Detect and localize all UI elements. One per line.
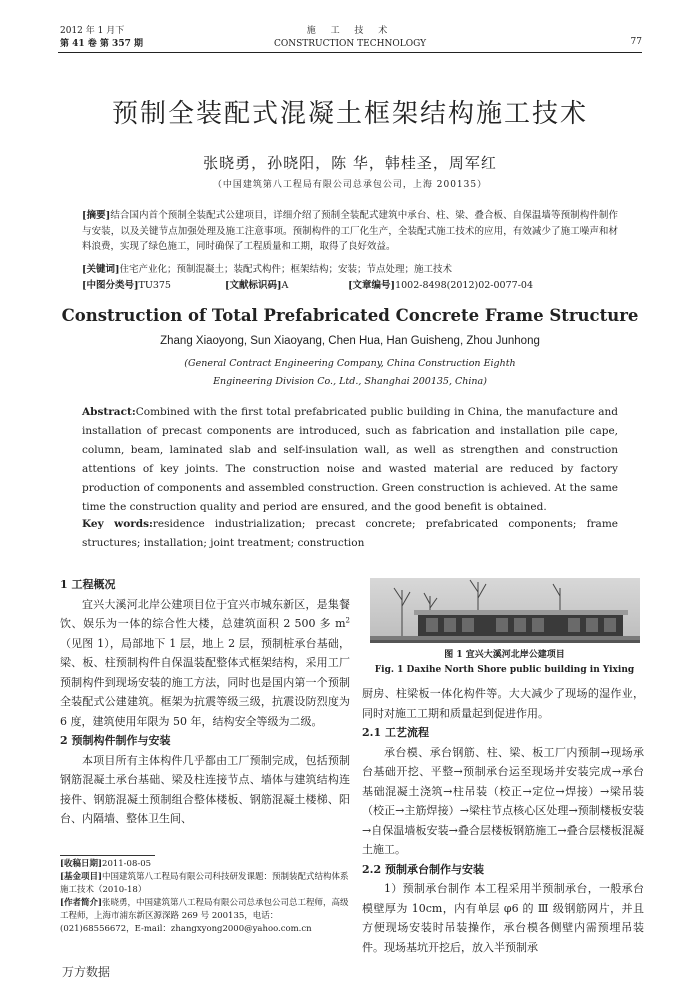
- abstract-en-text: Combined with the first total prefabricated public building in China, the manufacture and installation of precast components are introduced, such as fabrication and installation pile cape, column, beam, laminated slab and self-insulation wall, as well as strengthen and construction attentions of key joints. The construction noise and wasted material are reduced by factory production of components and assembled construction. Green construction is achieved. At the same time the construction quality and period are ensured, and the good benefit is obtained.: [82, 406, 618, 513]
- affiliation-cn: （中国建筑第八工程局有限公司总承包公司，上海 200135）: [212, 180, 488, 190]
- area-unit-superscript: 2: [345, 616, 350, 625]
- header-rule: [58, 52, 642, 53]
- abstract-en-label: Abstract:: [82, 406, 136, 418]
- section-2-1-paragraph: 承台模、承台钢筋、柱、梁、板工厂内预制→现场承台基础开挖、平整→预制承台运至现场并安装完成→承台基础混凝土浇筑→柱吊装（校正→定位→焊接）→梁吊装（校正→主筋焊接）→梁柱节点核心区处理→预制楼板安装→自保温墙板安装→叠合层楼板钢筋施工→叠合层楼板混凝土施工。: [362, 745, 644, 856]
- clc-label: [中图分类号]: [82, 280, 139, 291]
- abstract-cn-label: [摘要]: [82, 210, 111, 221]
- keywords-en-text: residence industrialization; precast concrete; prefabricated components; frame structures; installation; joint treatment; construction: [82, 518, 618, 549]
- section-1-heading: 1 工程概况: [60, 578, 116, 591]
- abstract-cn-text: 结合国内首个预制全装配式公建项目，详细介绍了预制全装配式建筑中承台、柱、梁、叠合板、自保温墙等预制构件制作与安装，以及关键节点加强处理及施工注意事项。预制构件的工厂化生产，全装配式施工技术的应用，有效减少了施工噪声和材料浪费，实现了绿色施工，同时确保了工程质量和工期，取得了良好效益。: [82, 210, 618, 252]
- paper-title-cn: 预制全装配式混凝土框架结构施工技术: [111, 99, 588, 129]
- body-right-column: [362, 684, 644, 957]
- footnote-received: [60, 858, 350, 871]
- authors-en: Zhang Xiaoyong, Sun Xiaoyang, Chen Hua, Han Guisheng, Zhou Junhong: [160, 335, 540, 347]
- section-2-heading: 2 预制构件制作与安装: [60, 734, 171, 747]
- page-number: 77: [630, 37, 642, 47]
- clc-value: TU375: [138, 280, 171, 291]
- header-volume: 第 41 卷 第 357 期: [60, 39, 143, 49]
- footnote-rule: [60, 855, 155, 856]
- section-1-paragraph: [60, 595, 350, 732]
- affiliation-en: [170, 355, 530, 391]
- figure-1-photo: [370, 578, 640, 643]
- doc-code-label: [文献标识码]: [225, 280, 282, 291]
- footnote-fund: [60, 871, 350, 897]
- doc-code-value: A: [281, 280, 289, 291]
- header-date: 2012 年 1 月下: [60, 26, 125, 36]
- section-2-2-heading: 2.2 预制承台制作与安装: [362, 862, 484, 876]
- building-photo-illustration: [370, 578, 640, 643]
- body-left-column: [60, 575, 350, 829]
- authors-cn: 张晓勇，孙晓阳，陈 华，韩桂圣，周军红: [203, 154, 497, 172]
- keywords-cn-label: [关键词]: [82, 264, 120, 275]
- received-label: [收稿日期]: [60, 859, 103, 869]
- section-2-1-heading: 2.1 工艺流程: [362, 726, 429, 739]
- section-1-text-b: （见图 1），局部地下 1 层，地上 2 层，预制桩承台基础，梁、板、柱预制构件自保温装配整体式框架结构，采用工厂预制构件到现场安装的施工方法，同时也是国内第一个预制全装配式公建建筑。框架为抗震等级三级，抗震设防烈度为 6 度，建筑使用年限为 50 年，结构安全等级为二级。: [60, 636, 350, 728]
- fund-label: [基金项目]: [60, 872, 103, 882]
- footnotes: [60, 858, 350, 936]
- source-watermark: 万方数据: [62, 965, 111, 979]
- journal-name-en: CONSTRUCTION TECHNOLOGY: [273, 39, 427, 49]
- affiliation-en-line2: Engineering Division Co., Ltd., Shanghai 200135, China): [213, 376, 487, 387]
- header-journal-name: [0, 25, 700, 51]
- keywords-cn: [82, 263, 618, 277]
- author-label: [作者简介]: [60, 898, 103, 908]
- continued-paragraph: 厨房、柱梁板一体化构件等。大大减少了现场的湿作业，同时对施工工期和质量起到促进作用。: [362, 687, 644, 720]
- affiliation-en-line1: (General Contract Engineering Company, China Construction Eighth: [184, 358, 516, 369]
- article-no-value: 1002-8498(2012)02-0077-04: [395, 280, 533, 291]
- abstract-en: [82, 403, 618, 517]
- classification-line: [82, 279, 618, 293]
- keywords-en: [82, 515, 618, 553]
- author-text: 张晓勇，中国建筑第八工程局有限公司总承包公司总工程师，高级工程师，上海市浦东新区源深路 269 号 200135，电话：(021)68556672，E-mail：zhangxyong2000@yahoo.com.cn: [60, 898, 349, 934]
- figure-1-caption-en: Fig. 1 Daxihe North Shore public building in Yixing: [374, 665, 635, 675]
- article-no-label: [文章编号]: [348, 280, 396, 291]
- figure-1-caption-cn: 图 1 宜兴大溪河北岸公建项目: [444, 650, 565, 660]
- abstract-cn: [82, 208, 618, 255]
- fund-text: 中国建筑第八工程局有限公司科技研发课题：预制装配式结构体系施工技术（2010-18）: [60, 872, 349, 895]
- footnote-author: [60, 897, 350, 936]
- figure-1-caption: [362, 648, 647, 678]
- keywords-en-label: Key words:: [82, 518, 153, 530]
- received-text: 2011-08-05: [102, 859, 152, 869]
- journal-name-cn: 施 工 技 术: [306, 26, 394, 36]
- section-2-2-paragraph: 1）预制承台制作 本工程采用半预制承台，一般承台模壁厚为 10cm，内有单层 φ6 的 Ⅲ 级钢筋网片，并且方便现场安装时吊装操作，承台模各侧壁内需预埋吊装件。现场基坑开挖后，放入半预制承: [362, 882, 644, 954]
- section-2-paragraph: 本项目所有主体构件几乎都由工厂预制完成，包括预制钢筋混凝土承台基础、梁及柱连接节点、墙体与建筑结构连接件、钢筋混凝土预制组合整体楼板、钢筋混凝土楼梯、阳台、内隔墙、整体卫生间、: [60, 753, 350, 825]
- section-1-text-a: 宜兴大溪河北岸公建项目位于宜兴市城东新区，是集餐饮、娱乐为一体的综合性大楼，总建筑面积 2 500 多 m: [60, 597, 350, 630]
- keywords-cn-text: 住宅产业化；预制混凝土；装配式构件；框架结构；安装；节点处理；施工技术: [119, 264, 453, 275]
- paper-title-en: Construction of Total Prefabricated Concrete Frame Structure: [61, 306, 639, 325]
